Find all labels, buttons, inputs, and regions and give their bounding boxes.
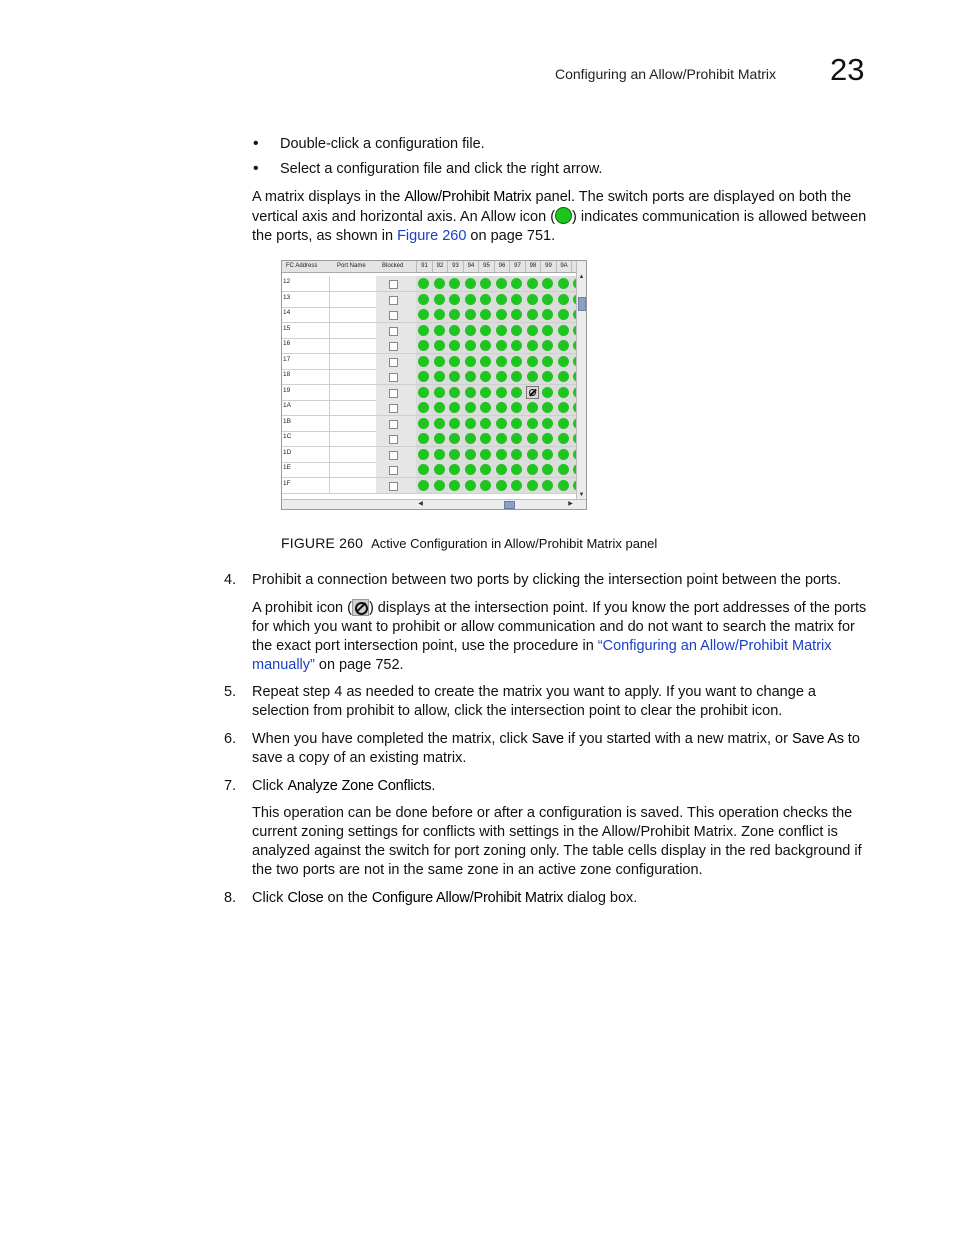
allow-icon[interactable] bbox=[449, 278, 460, 289]
matrix-row-1E bbox=[282, 462, 578, 478]
header-port-95: 95 bbox=[478, 261, 494, 272]
blocked-checkbox[interactable] bbox=[389, 358, 398, 367]
allow-icon[interactable] bbox=[418, 294, 429, 305]
allow-icon[interactable] bbox=[465, 371, 476, 382]
allow-icon[interactable] bbox=[527, 309, 538, 320]
allow-icon[interactable] bbox=[480, 387, 491, 398]
header-port-94: 94 bbox=[463, 261, 479, 272]
allow-icon[interactable] bbox=[527, 464, 538, 475]
port-name-cell bbox=[329, 431, 377, 446]
allow-icon[interactable] bbox=[465, 402, 476, 413]
allow-icon[interactable] bbox=[496, 402, 507, 413]
allow-icon[interactable] bbox=[434, 418, 445, 429]
allow-icon[interactable] bbox=[542, 464, 553, 475]
allow-icon[interactable] bbox=[496, 464, 507, 475]
matrix-cells bbox=[416, 416, 578, 431]
matrix-row-14 bbox=[282, 307, 578, 323]
header-fc-address: FC Address bbox=[286, 263, 318, 269]
header-port-96: 96 bbox=[494, 261, 510, 272]
step-number: 5. bbox=[224, 684, 237, 700]
prohibit-icon bbox=[352, 599, 369, 616]
allow-icon[interactable] bbox=[418, 464, 429, 475]
matrix-cells bbox=[416, 338, 578, 353]
blocked-checkbox[interactable] bbox=[389, 466, 398, 475]
fc-address-cell: 17 bbox=[283, 355, 291, 363]
allow-icon[interactable] bbox=[418, 480, 429, 491]
port-name-cell bbox=[329, 307, 377, 322]
port-name-cell bbox=[329, 400, 377, 415]
header-port-97: 97 bbox=[509, 261, 525, 272]
port-name-cell bbox=[329, 338, 377, 353]
allow-icon[interactable] bbox=[558, 387, 569, 398]
allow-icon[interactable] bbox=[496, 371, 507, 382]
fc-address-cell: 1E bbox=[283, 464, 291, 471]
allow-icon[interactable] bbox=[558, 449, 569, 460]
allow-icon[interactable] bbox=[434, 371, 445, 382]
fc-address-cell: 1C bbox=[283, 433, 292, 440]
allow-icon[interactable] bbox=[511, 449, 522, 460]
allow-icon[interactable] bbox=[434, 464, 445, 475]
allow-icon[interactable] bbox=[418, 433, 429, 444]
allow-icon[interactable] bbox=[527, 480, 538, 491]
allow-icon[interactable] bbox=[449, 480, 460, 491]
allow-icon[interactable] bbox=[465, 325, 476, 336]
figure-label: FIGURE 260 bbox=[281, 535, 364, 551]
allow-icon[interactable] bbox=[480, 449, 491, 460]
scroll-left-arrow-icon[interactable]: ◀ bbox=[418, 501, 423, 507]
allow-icon[interactable] bbox=[542, 309, 553, 320]
blocked-checkbox[interactable] bbox=[389, 451, 398, 460]
allow-icon[interactable] bbox=[434, 402, 445, 413]
figure-link[interactable]: Figure 260 bbox=[397, 228, 467, 244]
allow-icon[interactable] bbox=[558, 418, 569, 429]
blocked-checkbox[interactable] bbox=[389, 404, 398, 413]
fc-address-cell: 1B bbox=[283, 417, 291, 425]
allow-icon[interactable] bbox=[527, 294, 538, 305]
allow-icon[interactable] bbox=[480, 402, 491, 413]
allow-icon[interactable] bbox=[465, 356, 476, 367]
header-port-99: 99 bbox=[540, 261, 556, 272]
header-port-92: 92 bbox=[432, 261, 448, 272]
allow-icon[interactable] bbox=[542, 480, 553, 491]
port-name-cell bbox=[329, 447, 377, 462]
matrix-cells bbox=[416, 307, 578, 322]
step-number: 4. bbox=[224, 572, 237, 588]
header-port-93: 93 bbox=[447, 261, 463, 272]
allow-icon[interactable] bbox=[558, 402, 569, 413]
allow-icon[interactable] bbox=[527, 340, 538, 351]
allow-icon[interactable] bbox=[542, 371, 553, 382]
allow-icon[interactable] bbox=[496, 356, 507, 367]
allow-icon[interactable] bbox=[449, 449, 460, 460]
allow-icon[interactable] bbox=[511, 480, 522, 491]
allow-icon[interactable] bbox=[480, 309, 491, 320]
allow-icon[interactable] bbox=[511, 433, 522, 444]
matrix-row-1F bbox=[282, 478, 578, 494]
allow-icon[interactable] bbox=[511, 278, 522, 289]
allow-icon[interactable] bbox=[527, 418, 538, 429]
matrix-row-13 bbox=[282, 292, 578, 308]
matrix-cells bbox=[416, 431, 578, 446]
allow-icon[interactable] bbox=[418, 325, 429, 336]
prohibit-icon[interactable] bbox=[526, 386, 539, 399]
matrix-row-18 bbox=[282, 369, 578, 385]
allow-icon[interactable] bbox=[418, 402, 429, 413]
allow-icon[interactable] bbox=[449, 371, 460, 382]
fc-address-cell: 1A bbox=[283, 402, 291, 409]
allow-icon[interactable] bbox=[496, 325, 507, 336]
allow-icon[interactable] bbox=[480, 340, 491, 351]
allow-icon[interactable] bbox=[558, 356, 569, 367]
step-8-text: Click Close on the Configure Allow/Prohibit Matrix dialog box. bbox=[252, 890, 638, 906]
allow-icon[interactable] bbox=[558, 433, 569, 444]
allow-icon[interactable] bbox=[511, 325, 522, 336]
allow-icon[interactable] bbox=[480, 325, 491, 336]
matrix-row-19 bbox=[282, 385, 578, 401]
allow-icon[interactable] bbox=[511, 402, 522, 413]
matrix-row-1D bbox=[282, 447, 578, 463]
fc-address-cell: 15 bbox=[283, 324, 291, 332]
fc-address-cell: 18 bbox=[283, 371, 291, 378]
matrix-header-row bbox=[282, 261, 578, 273]
fc-address-cell: 1F bbox=[283, 479, 291, 487]
chapter-number: 23 bbox=[830, 52, 865, 87]
allow-icon[interactable] bbox=[558, 294, 569, 305]
bold-term: Analyze Zone Conflicts bbox=[287, 778, 432, 794]
fc-address-cell: 14 bbox=[283, 309, 291, 316]
allow-icon[interactable] bbox=[465, 464, 476, 475]
blocked-checkbox[interactable] bbox=[389, 420, 398, 429]
allow-icon[interactable] bbox=[542, 325, 553, 336]
allow-icon[interactable] bbox=[418, 387, 429, 398]
allow-icon[interactable] bbox=[418, 371, 429, 382]
step-7-paragraph: This operation can be done before or after a configuration is saved. This operation checks the current zoning settings for conflicts with settings in the Allow/Prohibit Matrix. Zone conflict is analyzed against the switch for port zoning only. The table cells display in the red background if the two ports are not in the same zone in an active zone configuration. bbox=[252, 805, 862, 878]
header-port-name: Port Name bbox=[337, 263, 366, 269]
allow-icon[interactable] bbox=[527, 449, 538, 460]
allow-icon[interactable] bbox=[558, 464, 569, 475]
matrix-cells bbox=[416, 369, 578, 384]
blocked-checkbox[interactable] bbox=[389, 327, 398, 336]
horizontal-scrollbar[interactable] bbox=[282, 499, 586, 509]
allow-icon[interactable] bbox=[511, 371, 522, 382]
allow-icon[interactable] bbox=[527, 371, 538, 382]
allow-icon[interactable] bbox=[449, 356, 460, 367]
allow-icon[interactable] bbox=[542, 387, 553, 398]
allow-icon[interactable] bbox=[527, 402, 538, 413]
bold-term: Save bbox=[531, 731, 564, 747]
fc-address-cell: 19 bbox=[283, 386, 291, 394]
allow-icon[interactable] bbox=[511, 464, 522, 475]
allow-icon[interactable] bbox=[434, 309, 445, 320]
step-4-paragraph: A prohibit icon ( ) displays at the intersection point. If you know the port addresses of the ports for which you want to prohibit or allow communication and do not want to search the matrix for the exact port intersection point, use the procedure in “Configuring an Allow/Prohibit Matrix manually” on page 752. bbox=[252, 600, 867, 673]
allow-icon[interactable] bbox=[496, 418, 507, 429]
allow-icon[interactable] bbox=[542, 433, 553, 444]
allow-icon[interactable] bbox=[542, 449, 553, 460]
allow-icon[interactable] bbox=[434, 433, 445, 444]
header-port-91: 91 bbox=[416, 261, 432, 272]
bullet-icon: • bbox=[253, 135, 259, 152]
allow-icon[interactable] bbox=[480, 464, 491, 475]
allow-icon[interactable] bbox=[480, 356, 491, 367]
port-name-cell bbox=[329, 354, 377, 369]
port-name-cell bbox=[329, 369, 377, 384]
allow-icon[interactable] bbox=[496, 480, 507, 491]
matrix-cells bbox=[416, 385, 578, 400]
matrix-body bbox=[282, 273, 578, 500]
matrix-cells bbox=[416, 478, 578, 493]
allow-icon[interactable] bbox=[465, 340, 476, 351]
allow-icon[interactable] bbox=[480, 418, 491, 429]
allow-icon[interactable] bbox=[511, 340, 522, 351]
allow-icon[interactable] bbox=[434, 325, 445, 336]
allow-icon[interactable] bbox=[542, 294, 553, 305]
bullet-icon: • bbox=[253, 160, 259, 177]
allow-icon[interactable] bbox=[496, 449, 507, 460]
allow-icon[interactable] bbox=[558, 309, 569, 320]
allow-icon[interactable] bbox=[465, 309, 476, 320]
scroll-right-arrow-icon[interactable]: ▶ bbox=[568, 501, 573, 507]
matrix-cells bbox=[416, 400, 578, 415]
horizontal-scroll-thumb[interactable] bbox=[504, 501, 515, 509]
port-name-cell bbox=[329, 276, 377, 291]
bold-term: Close bbox=[287, 890, 324, 906]
bold-term: Allow/Prohibit Matrix bbox=[404, 189, 532, 205]
matrix-row-15 bbox=[282, 323, 578, 339]
allow-icon[interactable] bbox=[449, 325, 460, 336]
vertical-scrollbar[interactable] bbox=[576, 261, 586, 500]
allow-icon[interactable] bbox=[496, 278, 507, 289]
blocked-checkbox[interactable] bbox=[389, 482, 398, 491]
allow-icon[interactable] bbox=[465, 387, 476, 398]
matrix-row-1A bbox=[282, 400, 578, 416]
allow-icon[interactable] bbox=[449, 294, 460, 305]
port-name-cell bbox=[329, 323, 377, 338]
matrix-row-16 bbox=[282, 338, 578, 354]
matrix-cells bbox=[416, 323, 578, 338]
matrix-row-12 bbox=[282, 276, 578, 292]
allow-icon[interactable] bbox=[449, 402, 460, 413]
vertical-scroll-thumb[interactable] bbox=[578, 297, 586, 311]
blocked-checkbox[interactable] bbox=[389, 296, 398, 305]
port-name-cell bbox=[329, 292, 377, 307]
allow-icon[interactable] bbox=[480, 278, 491, 289]
fc-address-cell: 1D bbox=[283, 448, 292, 456]
step-6-text: When you have completed the matrix, click Save if you started with a new matrix, or Save As to save a copy of an existing matrix. bbox=[252, 731, 860, 766]
step-number: 8. bbox=[224, 890, 237, 906]
allow-icon[interactable] bbox=[465, 418, 476, 429]
step-7-text: Click Analyze Zone Conflicts. bbox=[252, 778, 436, 794]
matrix-cells bbox=[416, 447, 578, 462]
scroll-down-arrow-icon[interactable]: ▼ bbox=[578, 492, 585, 498]
allow-icon[interactable] bbox=[511, 356, 522, 367]
bold-term: Configure Allow/Prohibit Matrix bbox=[371, 890, 564, 906]
matrix-cells bbox=[416, 276, 578, 291]
allow-icon[interactable] bbox=[496, 387, 507, 398]
allow-prohibit-matrix-panel bbox=[281, 260, 587, 510]
allow-icon[interactable] bbox=[542, 278, 553, 289]
allow-icon[interactable] bbox=[418, 418, 429, 429]
allow-icon[interactable] bbox=[465, 294, 476, 305]
allow-icon[interactable] bbox=[496, 340, 507, 351]
port-name-cell bbox=[329, 385, 377, 400]
allow-icon[interactable] bbox=[511, 294, 522, 305]
step-5-text: Repeat step 4 as needed to create the matrix you want to apply. If you want to change a selection from prohibit to allow, click the intersection point to clear the prohibit icon. bbox=[252, 684, 816, 719]
allow-icon[interactable] bbox=[465, 449, 476, 460]
header-port-9A: 9A bbox=[556, 261, 572, 272]
port-name-cell bbox=[329, 416, 377, 431]
fc-address-cell: 16 bbox=[283, 340, 291, 347]
allow-icon[interactable] bbox=[434, 387, 445, 398]
allow-icon[interactable] bbox=[527, 278, 538, 289]
step-number: 7. bbox=[224, 778, 237, 794]
allow-icon[interactable] bbox=[418, 309, 429, 320]
allow-icon[interactable] bbox=[418, 278, 429, 289]
allow-icon[interactable] bbox=[558, 278, 569, 289]
fc-address-cell: 12 bbox=[283, 278, 291, 285]
allow-icon[interactable] bbox=[434, 480, 445, 491]
blocked-checkbox[interactable] bbox=[389, 435, 398, 444]
allow-icon[interactable] bbox=[480, 371, 491, 382]
allow-icon[interactable] bbox=[558, 371, 569, 382]
allow-icon[interactable] bbox=[434, 294, 445, 305]
allow-icon[interactable] bbox=[434, 356, 445, 367]
allow-icon[interactable] bbox=[496, 294, 507, 305]
bullet-item: Double-click a configuration file. bbox=[280, 136, 485, 152]
allow-icon[interactable] bbox=[434, 278, 445, 289]
scroll-up-arrow-icon[interactable]: ▲ bbox=[578, 274, 585, 280]
allow-icon[interactable] bbox=[434, 449, 445, 460]
allow-icon[interactable] bbox=[558, 340, 569, 351]
allow-icon[interactable] bbox=[480, 480, 491, 491]
fc-address-cell: 13 bbox=[283, 293, 291, 301]
allow-icon[interactable] bbox=[542, 356, 553, 367]
allow-icon[interactable] bbox=[465, 278, 476, 289]
bold-term: Save As bbox=[791, 731, 844, 747]
matrix-row-1B bbox=[282, 416, 578, 432]
matrix-cells bbox=[416, 462, 578, 477]
allow-icon[interactable] bbox=[449, 387, 460, 398]
allow-icon[interactable] bbox=[511, 309, 522, 320]
allow-icon[interactable] bbox=[542, 418, 553, 429]
blocked-checkbox[interactable] bbox=[389, 389, 398, 398]
allow-icon[interactable] bbox=[449, 433, 460, 444]
allow-icon[interactable] bbox=[511, 418, 522, 429]
allow-icon[interactable] bbox=[418, 356, 429, 367]
allow-icon[interactable] bbox=[449, 418, 460, 429]
allow-icon[interactable] bbox=[511, 387, 522, 398]
allow-icon[interactable] bbox=[542, 340, 553, 351]
blocked-checkbox[interactable] bbox=[389, 280, 398, 289]
port-name-cell bbox=[329, 462, 377, 477]
allow-icon[interactable] bbox=[418, 449, 429, 460]
header-port-98: 98 bbox=[525, 261, 541, 272]
matrix-row-1C bbox=[282, 431, 578, 447]
allow-icon[interactable] bbox=[465, 480, 476, 491]
allow-icon[interactable] bbox=[465, 433, 476, 444]
allow-icon[interactable] bbox=[527, 356, 538, 367]
figure-caption bbox=[281, 534, 657, 553]
blocked-checkbox[interactable] bbox=[389, 311, 398, 320]
matrix-cells bbox=[416, 354, 578, 369]
allow-icon[interactable] bbox=[542, 402, 553, 413]
allow-icon[interactable] bbox=[527, 325, 538, 336]
intro-paragraph: A matrix displays in the Allow/Prohibit Matrix panel. The switch ports are displayed on both the vertical axis and horizontal axis. An Allow icon ( ) indicates communication is allowed between the ports, as shown in Figure 260 on page 751. bbox=[252, 189, 867, 244]
blocked-checkbox[interactable] bbox=[389, 373, 398, 382]
allow-icon[interactable] bbox=[558, 480, 569, 491]
procedure-link[interactable]: “Configuring an Allow/Prohibit Matrix manually” bbox=[252, 638, 832, 673]
step-4-text: Prohibit a connection between two ports by clicking the intersection point between the ports. bbox=[252, 572, 842, 588]
allow-icon[interactable] bbox=[527, 433, 538, 444]
running-header-title: Configuring an Allow/Prohibit Matrix bbox=[555, 66, 776, 82]
allow-icon[interactable] bbox=[418, 340, 429, 351]
matrix-cells bbox=[416, 292, 578, 307]
allow-icon[interactable] bbox=[496, 433, 507, 444]
matrix-row-17 bbox=[282, 354, 578, 370]
blocked-checkbox[interactable] bbox=[389, 342, 398, 351]
allow-icon[interactable] bbox=[449, 309, 460, 320]
step-number: 6. bbox=[224, 731, 237, 747]
allow-icon[interactable] bbox=[558, 325, 569, 336]
allow-icon bbox=[555, 207, 572, 224]
allow-icon[interactable] bbox=[496, 309, 507, 320]
allow-icon[interactable] bbox=[480, 433, 491, 444]
allow-icon[interactable] bbox=[449, 340, 460, 351]
header-blocked: Blocked bbox=[382, 263, 404, 269]
figure-caption-text: Active Configuration in Allow/Prohibit Matrix panel bbox=[371, 536, 658, 551]
bullet-item: Select a configuration file and click the right arrow. bbox=[280, 161, 603, 177]
allow-icon[interactable] bbox=[434, 340, 445, 351]
allow-icon[interactable] bbox=[480, 294, 491, 305]
port-name-cell bbox=[329, 478, 377, 493]
allow-icon[interactable] bbox=[449, 464, 460, 475]
